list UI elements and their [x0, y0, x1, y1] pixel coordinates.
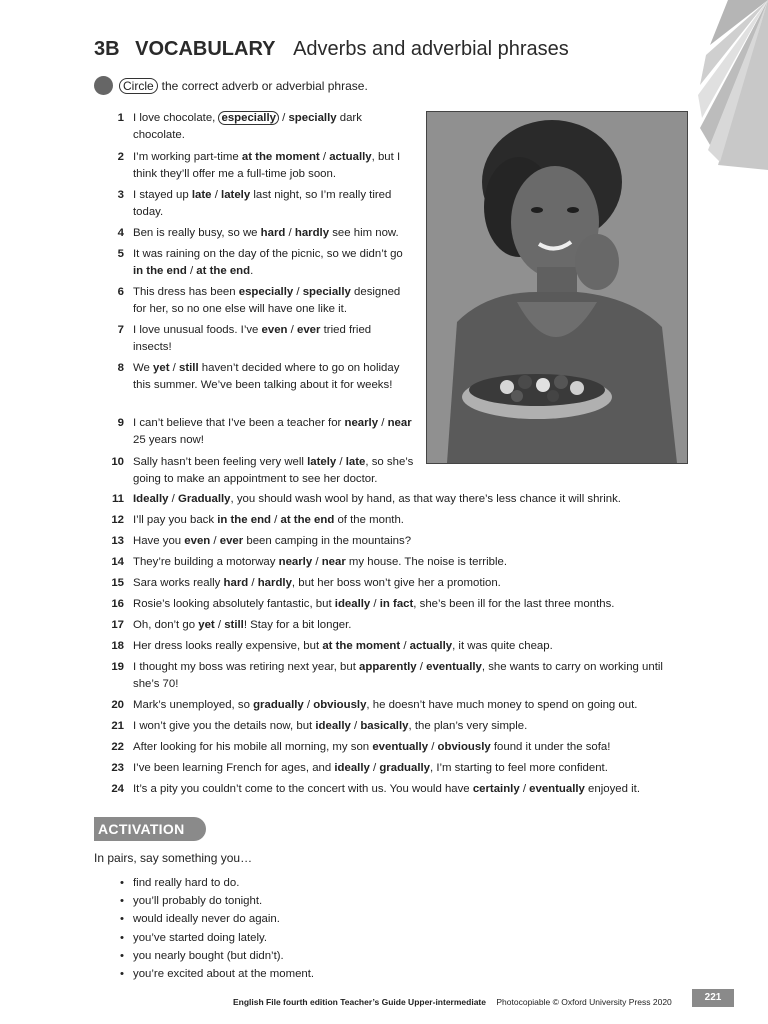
list-item: • would ideally never do again.	[120, 910, 314, 928]
list-item: • you’ll probably do tonight.	[120, 892, 314, 910]
answer-circled[interactable]: especially	[218, 111, 278, 125]
footer-book-title: English File fourth edition Teacher’s Guide Upper-intermediate	[233, 997, 486, 1007]
question-11: 11 Ideally / Gradually, you should wash wool by hand, as that way there’s less chance it will shrink.	[111, 493, 621, 505]
question-23: 23 I’ve been learning French for ages, and ideally / gradually, I’m starting to feel more confident.	[111, 762, 608, 774]
question-17: 17 Oh, don’t go yet / still! Stay for a bit longer.	[111, 619, 352, 631]
question-12: 12 I’ll pay you back in the end / at the end of the month.	[111, 514, 404, 526]
question-8: 8 We yet / still haven’t decided where to go on holiday this summer. We’ve been talking about it for weeks!	[117, 362, 400, 391]
activation-label: ACTIVATION	[94, 817, 206, 841]
question-20: 20 Mark’s unemployed, so gradually / obviously, he doesn’t have much money to spend on going out.	[111, 699, 638, 711]
page-number: 221	[692, 989, 734, 1007]
question-7: 7 I love unusual foods. I’ve even / ever tried fried insects!	[117, 324, 372, 353]
list-item: • you nearly bought (but didn’t).	[120, 947, 314, 965]
question-1: 1 I love chocolate, especially / specially dark chocolate.	[117, 112, 362, 141]
activation-list	[120, 874, 314, 983]
question-2: 2 I’m working part-time at the moment / actually, but I think they’ll offer me a full-time job soon.	[117, 151, 401, 180]
question-18: 18 Her dress looks really expensive, but at the moment / actually, it was quite cheap.	[111, 640, 553, 652]
bullet-dot-icon	[94, 76, 113, 95]
activation-intro: In pairs, say something you…	[94, 851, 253, 865]
footer	[233, 997, 672, 1007]
circle-word: Circle	[119, 78, 158, 94]
list-item: • you’ve started doing lately.	[120, 929, 314, 947]
list-item: • you’re excited about at the moment.	[120, 965, 314, 983]
question-22: 22 After looking for his mobile all morning, my son eventually / obviously found it under the sofa!	[111, 741, 611, 753]
woman-eating-chocolate-photo	[426, 111, 688, 464]
question-21: 21 I won’t give you the details now, but ideally / basically, the plan’s very simple.	[111, 720, 528, 732]
instruction-text: the correct adverb or adverbial phrase.	[161, 78, 368, 93]
instruction	[94, 76, 368, 95]
question-5: 5 It was raining on the day of the picnic, so we didn’t go in the end / at the end.	[117, 248, 403, 277]
question-13: 13 Have you even / ever been camping in the mountains?	[111, 535, 412, 547]
list-item: • find really hard to do.	[120, 874, 314, 892]
question-10: 10 Sally hasn’t been feeling very well lately / late, so she’s going to make an appointment to see her doctor.	[111, 456, 414, 485]
footer-copyright: Photocopiable © Oxford University Press 2020	[496, 997, 672, 1007]
question-15: 15 Sara works really hard / hardly, but her boss won’t give her a promotion.	[111, 577, 501, 589]
section-subtitle: Adverbs and adverbial phrases	[293, 38, 569, 60]
corner-decoration	[688, 0, 768, 170]
page-title	[94, 38, 569, 61]
question-14: 14 They’re building a motorway nearly / near my house. The noise is terrible.	[111, 556, 507, 568]
question-16: 16 Rosie’s looking absolutely fantastic, but ideally / in fact, she’s been ill for the last three months.	[111, 598, 615, 610]
question-19: 19 I thought my boss was retiring next year, but apparently / eventually, she wants to carry on working until she’s 70!	[111, 661, 663, 690]
question-3: 3 I stayed up late / lately last night, so I’m really tired today.	[117, 189, 392, 218]
section-number: 3B	[94, 38, 120, 60]
question-24: 24 It’s a pity you couldn’t come to the concert with us. You would have certainly / eventually enjoyed it.	[111, 783, 640, 795]
question-6: 6 This dress has been especially / specially designed for her, so no one else will have one like it.	[117, 286, 401, 315]
question-9: 9 I can’t believe that I’ve been a teacher for nearly / near 25 years now!	[117, 417, 412, 446]
section-category: VOCABULARY	[135, 38, 276, 60]
question-4: 4 Ben is really busy, so we hard / hardly see him now.	[117, 227, 399, 239]
